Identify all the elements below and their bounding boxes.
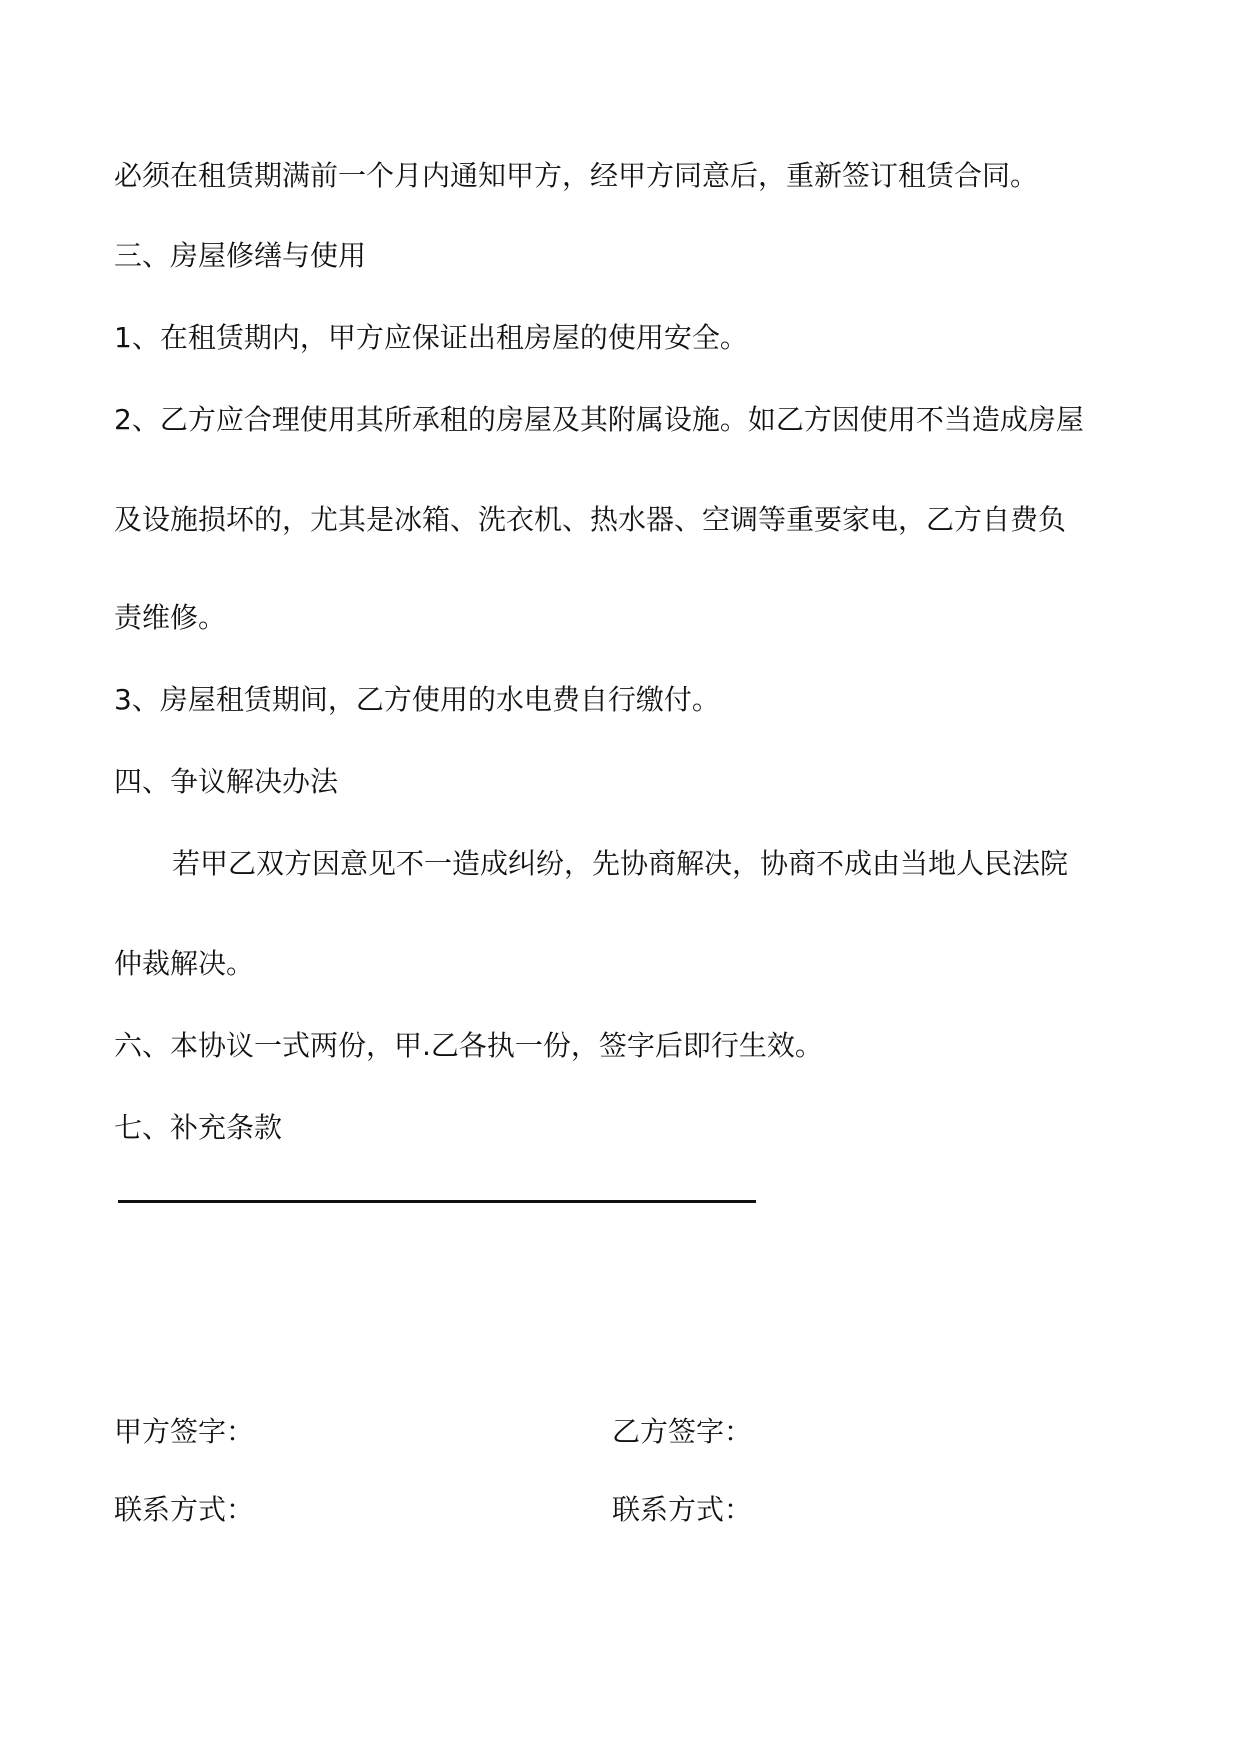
clause-2-line-2: 及设施损坏的，尤其是冰箱、洗衣机、热水器、空调等重要家电，乙方自费负 [114, 503, 1067, 536]
clause-1: 1、在租赁期内，甲方应保证出租房屋的使用安全。 [114, 321, 748, 354]
clause-3: 3、房屋租赁期间，乙方使用的水电费自行缴付。 [114, 683, 720, 716]
clause-2-line-1: 2、乙方应合理使用其所承租的房屋及其附属设施。如乙方因使用不当造成房屋 [114, 403, 1084, 436]
supplementary-underline [118, 1200, 756, 1203]
clause-2-line-3: 责维修。 [114, 601, 227, 634]
section-seven-supplementary: 七、补充条款 [114, 1111, 283, 1144]
paragraph-renewal-notice: 必须在租赁期满前一个月内通知甲方，经甲方同意后，重新签订租赁合同。 [114, 159, 1039, 192]
section-heading-dispute: 四、争议解决办法 [114, 765, 339, 798]
dispute-paragraph-line-2: 仲裁解决。 [114, 947, 255, 980]
section-heading-repair-use: 三、房屋修缮与使用 [114, 239, 367, 272]
dispute-paragraph-line-1: 若甲乙双方因意见不一造成纠纷，先协商解决，协商不成由当地人民法院 [172, 847, 1069, 880]
party-a-contact-label: 联系方式： [114, 1493, 255, 1526]
party-b-contact-label: 联系方式： [612, 1493, 753, 1526]
section-six-effectiveness: 六、本协议一式两份，甲.乙各执一份，签字后即行生效。 [114, 1029, 823, 1062]
party-b-signature-label: 乙方签字： [612, 1415, 753, 1448]
party-a-signature-label: 甲方签字： [114, 1415, 255, 1448]
